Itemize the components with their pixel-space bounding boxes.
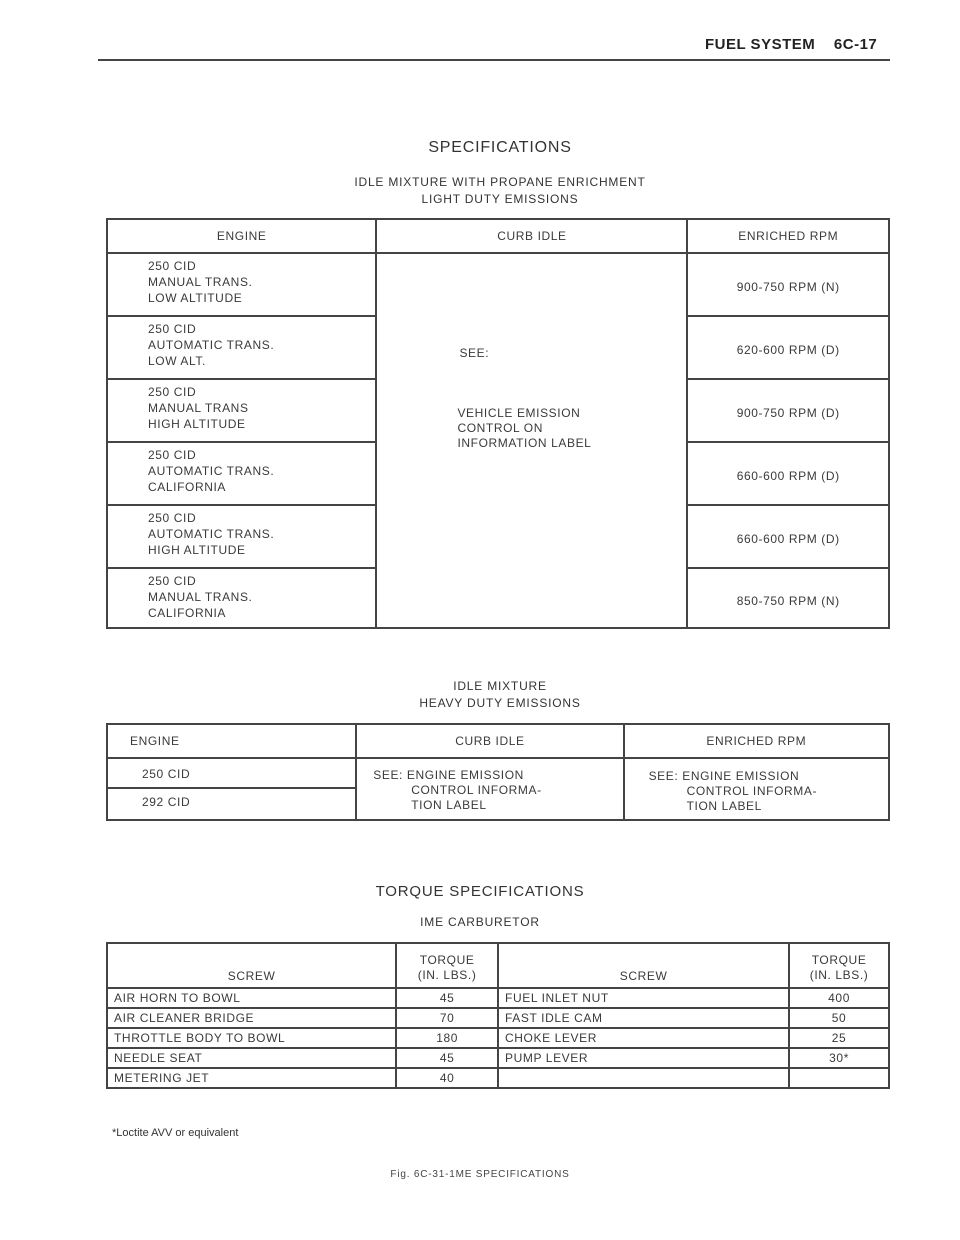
torque-header-line: TORQUE [811, 953, 867, 967]
enriched-rpm-cell: 900-750 RPM (N) [687, 253, 889, 316]
torque-cell: 30* [789, 1048, 889, 1068]
enriched-rpm-cell: 660-600 RPM (D) [687, 505, 889, 568]
torque-cell: 400 [789, 988, 889, 1008]
screw-cell: NEEDLE SEAT [107, 1048, 396, 1068]
table-row [107, 1008, 889, 1028]
rpm-note-line: CONTROL INFORMA- [686, 784, 818, 798]
enriched-rpm-cell [624, 758, 889, 820]
column-header-engine: ENGINE [107, 724, 356, 758]
section-title: FUEL SYSTEM [705, 36, 816, 53]
engine-cell [107, 253, 376, 316]
column-header-curb-idle: CURB IDLE [356, 724, 623, 758]
screw-cell: CHOKE LEVER [498, 1028, 789, 1048]
light-duty-title [250, 174, 750, 208]
rpm-note-line: TION LABEL [686, 799, 762, 813]
torque-cell: 50 [789, 1008, 889, 1028]
torque-header-line: TORQUE [419, 953, 475, 967]
torque-subtitle: IME CARBURETOR [420, 915, 540, 929]
page-number: 6C-17 [833, 36, 878, 53]
screw-cell: FUEL INLET NUT [498, 988, 789, 1008]
engine-cell: 292 CID [107, 788, 356, 820]
header-rule [98, 59, 890, 61]
column-header-enriched-rpm: ENRICHED RPM [687, 219, 889, 253]
column-header-torque [789, 943, 889, 988]
screw-cell: AIR CLEANER BRIDGE [107, 1008, 396, 1028]
curb-note-line: TION LABEL [411, 798, 487, 812]
curb-note-line: CONTROL ON [457, 421, 544, 435]
engine-line: AUTOMATIC TRANS. [148, 464, 275, 478]
table-header-row [107, 724, 889, 758]
column-header-torque [396, 943, 498, 988]
page-header [705, 36, 877, 53]
torque-header-line: (IN. LBS.) [417, 968, 477, 982]
curb-see-label: SEE: [459, 346, 490, 360]
engine-line: MANUAL TRANS. [148, 590, 253, 604]
torque-cell: 180 [396, 1028, 498, 1048]
engine-cell [107, 316, 376, 379]
torque-cell: 40 [396, 1068, 498, 1088]
rpm-note-line: SEE: ENGINE EMISSION [648, 769, 800, 783]
engine-cell: 250 CID [107, 758, 356, 788]
heavy-duty-title [300, 678, 700, 712]
torque-cell: 25 [789, 1028, 889, 1048]
specifications-title: SPECIFICATIONS [428, 139, 572, 156]
curb-note-line: SEE: ENGINE EMISSION [373, 768, 524, 782]
table-row [107, 1028, 889, 1048]
table-row [107, 1068, 889, 1088]
heavy-duty-title-line2: HEAVY DUTY EMISSIONS [419, 696, 581, 710]
torque-table [106, 942, 890, 1089]
table-row [107, 988, 889, 1008]
torque-cell [789, 1068, 889, 1088]
engine-line: 250 CID [148, 259, 197, 273]
engine-line: MANUAL TRANS [148, 401, 249, 415]
engine-line: HIGH ALTITUDE [148, 543, 246, 557]
column-header-screw: SCREW [107, 943, 396, 988]
table-row [107, 758, 889, 788]
engine-cell [107, 379, 376, 442]
screw-cell: FAST IDLE CAM [498, 1008, 789, 1028]
engine-line: 250 CID [148, 448, 197, 462]
enriched-rpm-cell: 660-600 RPM (D) [687, 442, 889, 505]
engine-line: 250 CID [148, 385, 197, 399]
enriched-rpm-cell: 900-750 RPM (D) [687, 379, 889, 442]
engine-line: HIGH ALTITUDE [148, 417, 246, 431]
torque-cell: 70 [396, 1008, 498, 1028]
table-row [107, 1048, 889, 1068]
curb-idle-cell [356, 758, 623, 820]
column-header-curb-idle: CURB IDLE [376, 219, 687, 253]
engine-line: 250 CID [148, 511, 197, 525]
torque-cell: 45 [396, 988, 498, 1008]
table-row [107, 253, 889, 316]
table-header-row [107, 943, 889, 988]
torque-title: TORQUE SPECIFICATIONS [375, 883, 585, 900]
engine-line: CALIFORNIA [148, 606, 227, 620]
engine-cell [107, 505, 376, 568]
table-header-row [107, 219, 889, 253]
heavy-duty-title-line1: IDLE MIXTURE [453, 679, 547, 693]
screw-cell: AIR HORN TO BOWL [107, 988, 396, 1008]
engine-line: LOW ALTITUDE [148, 291, 243, 305]
curb-idle-cell [376, 253, 687, 628]
screw-cell: METERING JET [107, 1068, 396, 1088]
engine-line: 250 CID [148, 574, 197, 588]
engine-cell [107, 442, 376, 505]
engine-line: AUTOMATIC TRANS. [148, 527, 275, 541]
engine-line: 250 CID [148, 322, 197, 336]
enriched-rpm-cell: 620-600 RPM (D) [687, 316, 889, 379]
engine-line: LOW ALT. [148, 354, 206, 368]
curb-note-line: INFORMATION LABEL [457, 436, 592, 450]
torque-header-line: (IN. LBS.) [809, 968, 869, 982]
column-header-screw: SCREW [498, 943, 789, 988]
curb-note-line: CONTROL INFORMA- [411, 783, 542, 797]
screw-cell [498, 1068, 789, 1088]
screw-cell: THROTTLE BODY TO BOWL [107, 1028, 396, 1048]
screw-cell: PUMP LEVER [498, 1048, 789, 1068]
engine-cell [107, 568, 376, 628]
engine-line: AUTOMATIC TRANS. [148, 338, 275, 352]
column-header-enriched-rpm: ENRICHED RPM [624, 724, 889, 758]
curb-idle-note [457, 406, 677, 451]
engine-line: CALIFORNIA [148, 480, 227, 494]
column-header-engine: ENGINE [107, 219, 376, 253]
engine-line: MANUAL TRANS. [148, 275, 253, 289]
footnote: *Loctite AVV or equivalent [112, 1127, 239, 1139]
light-duty-table [106, 218, 890, 629]
light-duty-title-line2: LIGHT DUTY EMISSIONS [421, 192, 579, 206]
figure-caption: Fig. 6C-31-1ME SPECIFICATIONS [390, 1169, 570, 1180]
torque-cell: 45 [396, 1048, 498, 1068]
heavy-duty-table [106, 723, 890, 821]
light-duty-title-line1: IDLE MIXTURE WITH PROPANE ENRICHMENT [354, 175, 646, 189]
enriched-rpm-cell: 850-750 RPM (N) [687, 568, 889, 628]
curb-note-line: VEHICLE EMISSION [457, 406, 581, 420]
